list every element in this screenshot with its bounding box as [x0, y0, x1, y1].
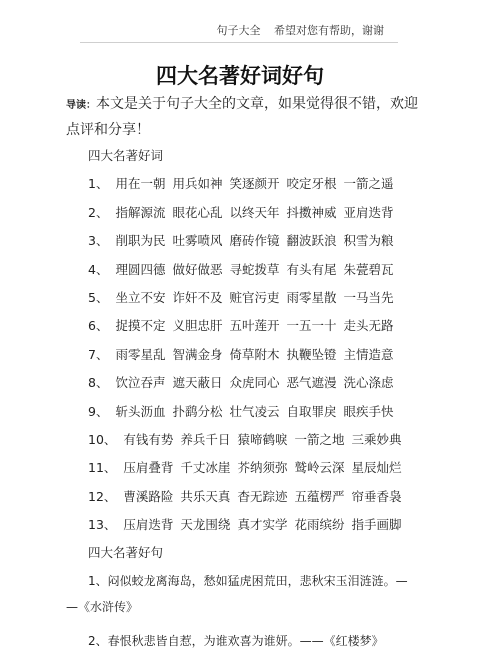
- word: 朱甍碧瓦: [343, 261, 394, 277]
- word: 曹溪路险: [123, 488, 174, 504]
- word: 亚肩迭背: [343, 204, 394, 220]
- word: 三乘妙典: [351, 431, 402, 447]
- sentence-source: —《水浒传》: [66, 599, 139, 614]
- word-item: [66, 511, 418, 539]
- word: 咬定牙根: [286, 176, 337, 192]
- word: 眼疾手快: [343, 403, 394, 419]
- word: 共乐天真: [180, 488, 231, 504]
- page-header: [217, 22, 385, 38]
- item-number: 8、: [88, 375, 109, 391]
- word: 压肩迭背: [123, 517, 174, 533]
- word: 天龙围绕: [180, 517, 231, 533]
- item-number: 3、: [88, 233, 109, 249]
- word: 一马当先: [343, 289, 394, 305]
- word: 笑逐颜开: [229, 176, 280, 192]
- word: 千丈冰崖: [180, 460, 231, 476]
- word: 以终天年: [229, 204, 280, 220]
- word: 主情造意: [343, 346, 394, 362]
- word: 扑鹞分松: [172, 403, 223, 419]
- word: 执鞭坠镫: [286, 346, 337, 362]
- word: 杳无踪迹: [237, 488, 288, 504]
- word-item: [66, 284, 418, 312]
- word-item: [66, 369, 418, 397]
- item-number: 4、: [88, 261, 109, 277]
- word: 雨零星散: [286, 289, 337, 305]
- word-item: [66, 454, 418, 482]
- word-item: [66, 199, 418, 227]
- words-heading: 四大名著好词: [88, 148, 164, 163]
- word: 用在一朝: [115, 176, 166, 192]
- word-item: [66, 398, 418, 426]
- item-number: 9、: [88, 403, 109, 419]
- item-number: 13、: [88, 517, 117, 533]
- document-body: [66, 142, 418, 654]
- item-number: 11、: [88, 460, 117, 476]
- word: 翻波跃浪: [286, 233, 337, 249]
- word: 智满金身: [172, 346, 223, 362]
- word: 一箭之地: [294, 431, 345, 447]
- item-number: 10、: [88, 431, 117, 447]
- word: 诈奸不及: [172, 289, 223, 305]
- word: 遮天蔽日: [172, 375, 223, 391]
- word: 削职为民: [115, 233, 166, 249]
- word: 眼花心乱: [172, 204, 223, 220]
- word: 星辰灿烂: [351, 460, 402, 476]
- item-number: 6、: [88, 318, 109, 334]
- word: 帘垂香袅: [351, 488, 402, 504]
- intro-text: 本文是关于句子大全的文章，如果觉得很不错，欢迎点评和分享！: [66, 96, 418, 138]
- word: 芥纳须弥: [237, 460, 288, 476]
- word: 做好做恶: [172, 261, 223, 277]
- word: 斩头沥血: [115, 403, 166, 419]
- sentences-heading: 四大名著好句: [88, 545, 164, 561]
- item-number: 5、: [88, 289, 109, 305]
- word: 洗心涤虑: [343, 375, 394, 391]
- word: 积雪为粮: [343, 233, 394, 249]
- page-title: 四大名著好词好句: [156, 64, 324, 88]
- word: 坐立不安: [115, 289, 166, 305]
- header-divider: [80, 42, 398, 43]
- word-item: [66, 256, 418, 284]
- word-list: [66, 170, 418, 539]
- word: 走头无路: [343, 318, 394, 334]
- word: 寻蛇拨草: [229, 261, 280, 277]
- intro-lead: 导读：: [66, 100, 96, 111]
- word: 义胆忠肝: [172, 318, 223, 334]
- word: 众虎同心: [229, 375, 280, 391]
- word: 鹫岭云深: [294, 460, 345, 476]
- word: 指手画脚: [351, 517, 402, 533]
- word: 磨砖作镜: [229, 233, 280, 249]
- sentence-list: [66, 568, 418, 654]
- word: 指解源流: [115, 204, 166, 220]
- word: 有头有尾: [286, 261, 337, 277]
- word-item: [66, 483, 418, 511]
- sentence-text: 1、闷似蛟龙离海岛，愁如猛虎困荒田，悲秋宋玉泪涟涟。—: [88, 573, 408, 588]
- word-item: [66, 170, 418, 198]
- word: 饮泣吞声: [115, 375, 166, 391]
- word: 五叶莲开: [229, 318, 280, 334]
- intro-paragraph: [66, 92, 418, 142]
- word: 倚草附木: [229, 346, 280, 362]
- word-item: [66, 312, 418, 340]
- word: 猿啼鹤唳: [237, 431, 288, 447]
- header-tagline: 希望对您有帮助，谢谢: [274, 24, 384, 37]
- word: 一五一十: [286, 318, 337, 334]
- word-item: [66, 426, 418, 454]
- item-number: 12、: [88, 488, 117, 504]
- word: 用兵如神: [172, 176, 223, 192]
- word: 有钱有势: [123, 431, 174, 447]
- word: 捉摸不定: [115, 318, 166, 334]
- word-item: [66, 341, 418, 369]
- sentence-item: [66, 628, 418, 654]
- word: 理圆四德: [115, 261, 166, 277]
- item-number: 2、: [88, 204, 109, 220]
- word-item: [66, 227, 418, 255]
- word: 花雨缤纷: [294, 517, 345, 533]
- word: 压肩叠背: [123, 460, 174, 476]
- word: 吐雾喷风: [172, 233, 223, 249]
- word: 抖擞神威: [286, 204, 337, 220]
- word: 恶气遮漫: [286, 375, 337, 391]
- sentence-text: 2、春恨秋悲皆自惹，为谁欢喜为谁妍。——《红楼梦》: [88, 633, 384, 648]
- word: 一箭之遥: [343, 176, 394, 192]
- word: 雨零星乱: [115, 346, 166, 362]
- sentence-item: [66, 568, 418, 620]
- item-number: 7、: [88, 346, 109, 362]
- word: 养兵千日: [180, 431, 231, 447]
- word: 五蕴楞严: [294, 488, 345, 504]
- word: 真才实学: [237, 517, 288, 533]
- word: 赃官污吏: [229, 289, 280, 305]
- header-site-name: 句子大全: [216, 24, 261, 37]
- word: 壮气凌云: [229, 403, 280, 419]
- word: 自取罪戾: [286, 403, 337, 419]
- item-number: 1、: [88, 176, 109, 192]
